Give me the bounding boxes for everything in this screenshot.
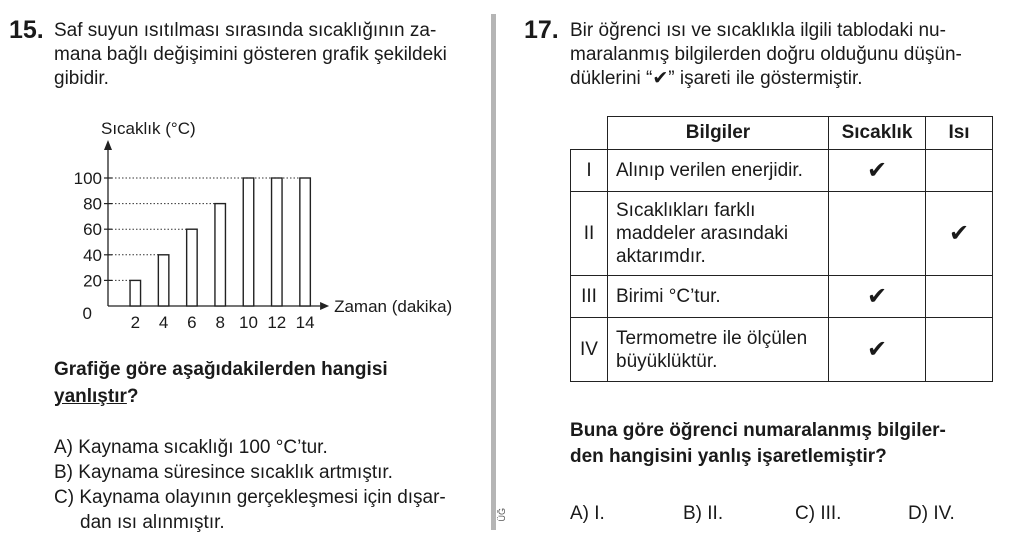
question-15-number: 15. bbox=[9, 16, 44, 44]
check-mark-icon: ✔ bbox=[926, 192, 993, 276]
table-row bbox=[571, 276, 993, 318]
row-info-text: Termometre ile ölçülen büyüklüktür. bbox=[608, 318, 829, 382]
q15-prompt-line-1: Grafiğe göre aşağıdakilerden hangisi bbox=[54, 359, 388, 380]
header-bilgiler: Bilgiler bbox=[608, 117, 829, 150]
q15-option-c-continued[interactable]: dan ısı alınmıştır. bbox=[80, 512, 225, 533]
temperature-time-bar-chart bbox=[0, 100, 490, 340]
row-number: I bbox=[571, 150, 608, 192]
check-cell bbox=[926, 276, 993, 318]
x-tick-label: 4 bbox=[158, 313, 169, 332]
q15-option-b[interactable]: B) Kaynama süresince sıcaklık artmıştır. bbox=[54, 462, 393, 483]
q17-option-a[interactable]: A) I. bbox=[570, 503, 605, 524]
q17-stem-line-3: düklerini “✔” işareti ile göstermiştir. bbox=[570, 68, 863, 89]
bar bbox=[243, 178, 254, 306]
q17-stem-line-2: maralanmış bilgilerden doğru olduğunu düşün- bbox=[570, 44, 962, 65]
y-tick-label: 80 bbox=[83, 194, 102, 214]
y-tick-label: 20 bbox=[83, 271, 102, 291]
bar bbox=[300, 178, 311, 306]
question-15-stem bbox=[54, 19, 447, 91]
x-tick-label: 14 bbox=[295, 313, 315, 332]
q17-prompt-line-2: den hangisini yanlış işaretlemiştir? bbox=[570, 446, 887, 467]
header-sicaklik: Sıcaklık bbox=[829, 117, 926, 150]
y-tick-label: 40 bbox=[83, 245, 102, 265]
info-table bbox=[570, 116, 993, 382]
margin-text: ÜĞ bbox=[497, 508, 507, 522]
question-17-stem bbox=[570, 19, 962, 91]
question-17-prompt bbox=[570, 418, 946, 470]
check-mark-icon: ✔ bbox=[829, 318, 926, 382]
check-cell bbox=[926, 150, 993, 192]
q17-option-c[interactable]: C) III. bbox=[795, 503, 842, 524]
q15-option-c[interactable]: C) Kaynama olayının gerçekleşmesi için dışar- bbox=[54, 487, 446, 508]
bar bbox=[215, 204, 226, 306]
bar bbox=[158, 255, 169, 306]
check-mark-icon: ✔ bbox=[829, 150, 926, 192]
q15-question-mark: ? bbox=[126, 386, 139, 407]
row-number: III bbox=[571, 276, 608, 318]
bar bbox=[187, 229, 198, 306]
y-tick-label: 100 bbox=[73, 169, 102, 188]
question-17-number: 17. bbox=[524, 16, 559, 44]
q17-option-b[interactable]: B) II. bbox=[683, 503, 724, 524]
header-isi: Isı bbox=[926, 117, 993, 150]
y-axis-arrow-icon bbox=[104, 140, 112, 150]
x-tick-label: 6 bbox=[187, 313, 197, 332]
row-info-text: Birimi °C’tur. bbox=[608, 276, 829, 318]
q17-stem-line-1: Bir öğrenci ısı ve sıcaklıkla ilgili tablodaki nu- bbox=[570, 20, 946, 41]
x-axis-arrow-icon bbox=[320, 302, 329, 310]
q15-stem-line-1: Saf suyun ısıtılması sırasında sıcaklığının za- bbox=[54, 20, 437, 41]
x-tick-label: 8 bbox=[215, 313, 225, 332]
table-row bbox=[571, 150, 993, 192]
column-divider bbox=[491, 14, 496, 530]
q15-option-a[interactable]: A) Kaynama sıcaklığı 100 °C’tur. bbox=[54, 437, 328, 458]
x-tick-label: 12 bbox=[267, 313, 287, 332]
check-cell bbox=[829, 192, 926, 276]
q15-prompt-line-2 bbox=[54, 383, 388, 410]
check-cell bbox=[926, 318, 993, 382]
row-number: IV bbox=[571, 318, 608, 382]
table-row bbox=[571, 318, 993, 382]
x-axis-label: Zaman (dakika) bbox=[334, 297, 453, 316]
row-number: II bbox=[571, 192, 608, 276]
origin-label: 0 bbox=[82, 304, 92, 323]
q15-stem-line-3: gibidir. bbox=[54, 68, 109, 89]
y-tick-label: 60 bbox=[83, 220, 102, 240]
header-num bbox=[571, 117, 608, 150]
q17-option-d[interactable]: D) IV. bbox=[908, 503, 955, 524]
y-axis-label: Sıcaklık (°C) bbox=[101, 119, 196, 138]
x-tick-label: 10 bbox=[239, 313, 258, 332]
table-header-row bbox=[571, 117, 993, 150]
x-tick-label: 2 bbox=[130, 313, 141, 332]
q15-underlined-word: yanlıştır bbox=[54, 386, 127, 407]
table-row bbox=[571, 192, 993, 276]
row-info-text: Sıcaklıkları farklı maddeler arasındaki aktarımdır. bbox=[608, 192, 829, 276]
check-mark-icon: ✔ bbox=[829, 276, 926, 318]
row-info-text: Alınıp verilen enerjidir. bbox=[608, 150, 829, 192]
bar bbox=[130, 280, 141, 306]
question-15-prompt bbox=[54, 356, 388, 410]
bar bbox=[272, 178, 283, 306]
q15-stem-line-2: mana bağlı değişimini gösteren grafik şekildeki bbox=[54, 44, 447, 65]
q17-prompt-line-1: Buna göre öğrenci numaralanmış bilgiler- bbox=[570, 420, 946, 441]
